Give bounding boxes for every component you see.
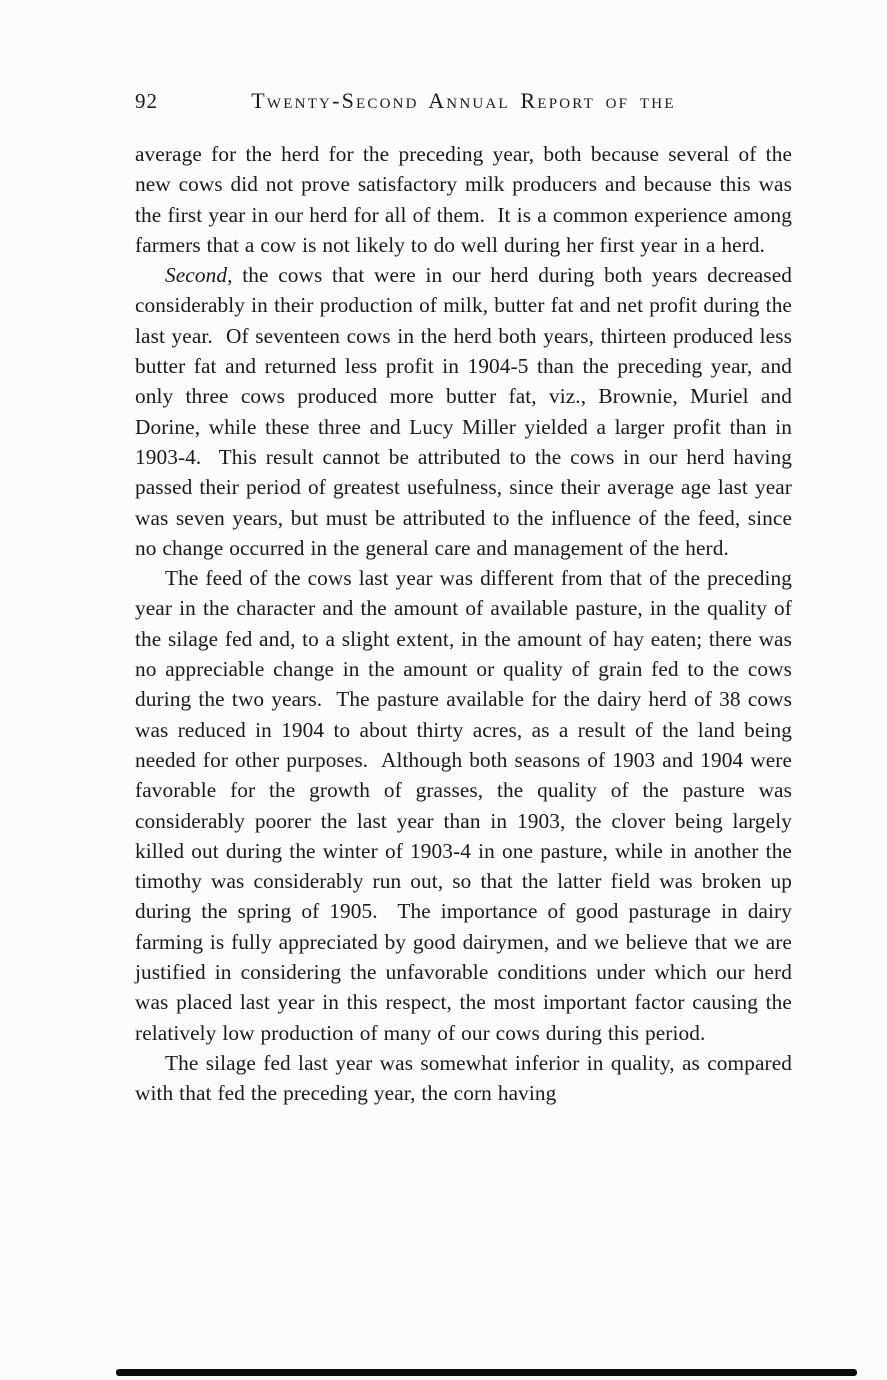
page-header [135, 88, 792, 116]
paragraph-text: The silage fed last year was somewhat inferior in quality, as compared with that fed the preceding year, the corn having [135, 1050, 792, 1106]
paragraph-silage [135, 1048, 792, 1109]
paragraph-text: the cows that were in our herd during both years decreased considerably in their production of milk, butter fat and net profit during the last year. Of seventeen cows in the herd both years, thirteen produced less butter fat and returned less profit in 1904-5 than the preceding year, and only three cows produced more butter fat, viz., Brownie, Muriel and Dorine, while these three and Lucy Miller yielded a larger profit than in 1903-4. This result cannot be attributed to the cows in our herd having passed their period of greatest usefulness, since their average age last year was seven years, but must be attributed to the influence of the feed, since no change occurred in the general care and management of the herd. [135, 263, 792, 560]
paragraph-feed [135, 563, 792, 1048]
running-title: Twenty-Second Annual Report of the [251, 88, 676, 113]
scan-artifact-bar [116, 1369, 857, 1376]
paragraph-second [135, 260, 792, 563]
italic-lead-word: Second, [165, 263, 233, 288]
page-body [135, 139, 792, 1109]
paragraph-continuation [135, 139, 792, 260]
paragraph-text: average for the herd for the preceding year, both because several of the new cows did not prove satisfactory milk producers and because this was the first year in our herd for all of them. It is a common experience among farmers that a cow is not likely to do well during her first year in a herd. [135, 142, 792, 257]
page-number: 92 [135, 89, 158, 113]
paragraph-text: The feed of the cows last year was different from that of the preceding year in the character and the amount of available pasture, in the quality of the silage fed and, to a slight extent, in the amount of hay eaten; there was no appreciable change in the amount or quality of grain fed to the cows during the two years. The pasture available for the dairy herd of 38 cows was reduced in 1904 to about thirty acres, as a result of the land being needed for other purposes. Although both seasons of 1903 and 1904 were favorable for the growth of grasses, the quality of the pasture was considerably poorer the last year than in 1903, the clover being largely killed out during the winter of 1903-4 in one pasture, while in another the timothy was considerably run out, so that the latter field was broken up during the spring of 1905. The importance of good pasturage in dairy farming is fully appreciated by good dairymen, and we believe that we are justified in considering the unfavorable conditions under which our herd was placed last year in this respect, the most important factor causing the relatively low production of many of our cows during this period. [135, 566, 792, 1045]
